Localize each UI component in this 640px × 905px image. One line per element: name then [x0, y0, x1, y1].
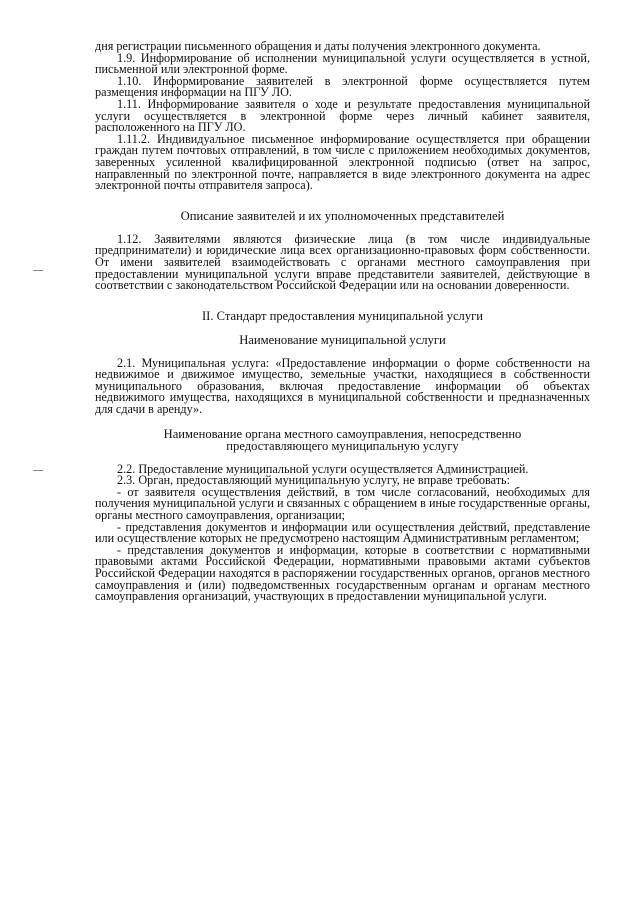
subheading-service-name: Наименование муниципальной услуги: [239, 332, 446, 347]
margin-mark: [33, 470, 43, 471]
subheading-body-line-1: Наименование органа местного самоуправления, непосредственно: [163, 426, 522, 441]
section-heading-standard: II. Стандарт предоставления муниципальной услуги: [201, 308, 484, 323]
paragraph-1-10: 1.10. Информирование заявителей в электронной форме осуществляется путем размещения информации на ПГУ ЛО.: [95, 73, 590, 100]
margin-mark: [33, 270, 43, 271]
paragraph-1-11-2: 1.11.2. Индивидуальное письменное информирование осуществляется при обращении граждан путем почтовых отправлений, в том числе с приложением необходимых документов, заверенных усиленной квалифицированной электронной подписью (ответ на запрос, направленный по электронной почте, направляется в виде электронного документа на адрес электронной почты отправителя запроса).: [95, 131, 590, 193]
section-heading-applicants: Описание заявителей и их уполномоченных представителей: [180, 208, 505, 223]
paragraph-2-3: 2.3. Орган, предоставляющий муниципальную услугу, не вправе требовать:: [117, 473, 510, 488]
list-item: - представления документов и информации или осуществления действий, представление или осуществление которых не предусмотрено настоящим Административным регламентом;: [95, 519, 590, 546]
paragraph-1-11: 1.11. Информирование заявителя о ходе и результате предоставления муниципальной услуги осуществляется в электронной форме через личный кабинет заявителя, расположенного на ПГУ ЛО.: [95, 96, 590, 135]
paragraph-1-12: 1.12. Заявителями являются физические лица (в том числе индивидуальные предприниматели) и юридические лица всех организационно-правовых форм собственности. От имени заявителей взаимодействовать с органами местного самоуправления при предоставлении муниципальной услуги вправе представители заявителей, действующие в соответствии с законодательством Российской Федерации или на основании доверенности.: [95, 231, 590, 293]
paragraph: дня регистрации письменного обращения и даты получения электронного документа.: [95, 39, 541, 53]
list-item: - от заявителя осуществления действий, в том числе согласований, необходимых для получения муниципальной услуги и связанных с обращением в иные государственные органы, органы местного самоуправления, организации;: [95, 484, 590, 523]
paragraph-2-1: 2.1. Муниципальная услуга: «Предоставление информации о форме собственности на недвижимое и движимое имущество, земельные участки, находящиеся в собственности муниципального образования, включая предоставление информации об объектах недвижимого имущества, находящихся в муниципальной собственности и предназначенных для сдачи в аренду».: [95, 355, 590, 417]
paragraph-1-9: 1.9. Информирование об исполнении муниципальной услуги осуществляется в устной, письменной или электронной форме.: [95, 50, 590, 77]
document-body: [95, 41, 590, 603]
paragraph-2-2: 2.2. Предоставление муниципальной услуги осуществляется Администрацией.: [117, 461, 529, 476]
subheading-body-line-2: предоставляющего муниципальную услугу: [226, 438, 459, 453]
list-item: - представления документов и информации, которые в соответствии с нормативными правовыми актами Российской Федерации, нормативными правовыми актами субъектов Российской Федерации находятся в распоряжении государственных органов, органов местного самоуправления и (или) подведомственных государственным органам и органам местного самоуправления организаций, участвующих в предоставлении муниципальной услуги.: [95, 542, 590, 604]
